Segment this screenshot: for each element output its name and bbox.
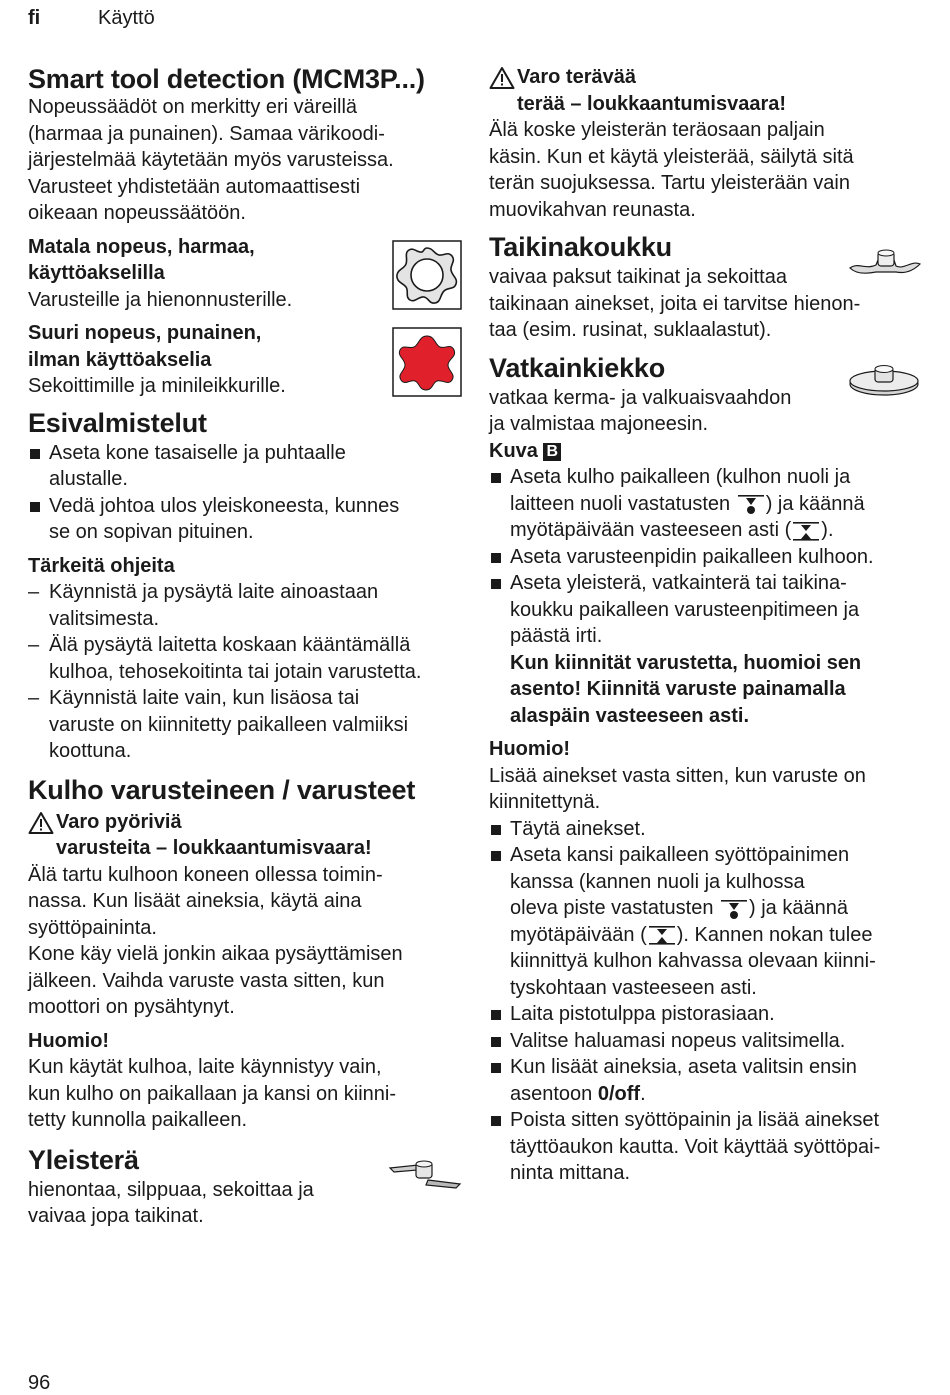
text-line: Poista sitten syöttöpainin ja lisää ainekset	[510, 1109, 880, 1131]
text-line: (harmaa ja punainen). Samaa värikoodi-	[28, 122, 385, 145]
text-line: Laita pistotulppa pistorasiaan.	[510, 1003, 775, 1025]
list-item	[28, 493, 464, 546]
bullet-icon	[30, 449, 40, 459]
dough-hook-heading: Taikinakoukku	[489, 232, 672, 262]
text-line: hienontaa, silppuaa, sekoittaa ja	[28, 1178, 314, 1201]
red-gear-icon	[392, 327, 462, 402]
text-line: myötäpäivään ( ). Kannen nokan tulee	[510, 923, 873, 946]
figure-reference	[489, 438, 923, 465]
text-line: moottori on pysähtynyt.	[28, 996, 235, 1018]
page-header	[28, 7, 155, 30]
text-line: terää – loukkaantumisvaara!	[517, 92, 787, 115]
text-line: järjestelmää käytetään myös varusteissa.	[28, 149, 394, 171]
text-line: terän suojuksessa. Tartu yleisterään vain	[489, 172, 850, 194]
text-line: päästä irti.	[510, 625, 603, 647]
text-line: Nopeussäädöt on merkitty eri väreillä	[28, 96, 358, 118]
text-line: Aseta kone tasaiselle ja puhtaalle	[49, 441, 346, 464]
bullet-icon	[491, 553, 501, 563]
note-text	[28, 1054, 464, 1134]
right-column	[489, 62, 923, 1187]
text-line: vaivaa jopa taikinat.	[28, 1205, 204, 1227]
text-line: alustalle.	[49, 468, 128, 490]
dough-hook-image	[848, 248, 922, 283]
text-line: valitsimesta.	[49, 607, 160, 630]
note-heading: Huomio!	[28, 1029, 110, 1052]
bullet-icon	[491, 1037, 501, 1047]
bullet-icon	[491, 825, 501, 835]
list-item	[489, 570, 923, 729]
text-line: asento! Kiinnitä varuste painamalla	[510, 678, 846, 700]
preparation-heading: Esivalmistelut	[28, 407, 207, 438]
align-arrow-icon	[736, 493, 766, 515]
bowl-heading: Kulho varusteineen / varusteet	[28, 774, 416, 805]
text-line: jälkeen. Vaihda varuste vasta sitten, kun	[28, 969, 385, 992]
text-line: varusteita – loukkaantumisvaara!	[56, 837, 372, 859]
text-line: Kun kiinnität varustetta, huomioi sen	[510, 651, 862, 674]
list-item	[489, 1028, 923, 1055]
list-item	[489, 1107, 923, 1187]
list-item	[489, 1054, 923, 1107]
text-line: myötäpäivään vasteeseen asti ( ).	[510, 519, 834, 541]
universal-blade-image	[388, 1158, 462, 1199]
list-item	[28, 685, 464, 765]
text-line: Matala nopeus, harmaa,	[28, 235, 255, 258]
text-line: alaspäin vasteeseen asti.	[510, 704, 750, 727]
important-heading: Tärkeitä ohjeita	[28, 554, 175, 577]
text-line: Käynnistä laite vain, kun lisäosa tai	[49, 687, 360, 709]
text-line: ninta mittana.	[510, 1162, 631, 1184]
text-line: Vedä johtoa ulos yleiskoneesta, kunnes	[49, 494, 400, 517]
smart-tool-heading: Smart tool detection (MCM3P...)	[28, 64, 425, 94]
text-line: taa (esim. rusinat, suklaalastut).	[489, 319, 772, 341]
rotating-warning	[28, 809, 464, 862]
text-line: ilman käyttöakselia	[28, 348, 212, 371]
note-heading: Huomio!	[489, 738, 571, 760]
bowl-paragraph	[28, 862, 464, 1021]
text-line: Älä pysäytä laitetta koskaan kääntämällä	[49, 634, 411, 656]
text-line: Älä tartu kulhoon koneen ollessa toimin-	[28, 863, 383, 886]
list-item	[489, 816, 923, 843]
list-item	[489, 464, 923, 544]
dash-icon: –	[28, 581, 40, 603]
bullet-icon	[491, 1010, 501, 1020]
figure-label: Kuva	[489, 439, 538, 462]
text-line: Suuri nopeus, punainen,	[28, 322, 262, 344]
text-line: Aseta varusteenpidin paikalleen kulhoon.	[510, 545, 874, 568]
section-title: Käyttö	[98, 7, 155, 29]
text-line: vaivaa paksut taikinat ja sekoittaa	[489, 266, 787, 288]
whisk-disc-heading: Vatkainkiekko	[489, 352, 666, 383]
text-line: vatkaa kerma- ja valkuaisvaahdon	[489, 386, 792, 409]
text-line: muovikahvan reunasta.	[489, 198, 696, 221]
text-line: koukku paikalleen varusteenpitimeen ja	[510, 598, 860, 621]
text-line: kun kulho on paikallaan ja kansi on kiinni-	[28, 1082, 397, 1105]
dash-icon: –	[28, 687, 40, 709]
list-item	[28, 632, 464, 685]
language-code: fi	[28, 7, 41, 29]
whisk-disc-image	[848, 360, 920, 405]
text-line: asentoon 0/off.	[510, 1082, 646, 1105]
left-column	[28, 62, 464, 1230]
bullet-icon	[491, 1116, 501, 1126]
lock-arrow-icon	[791, 520, 821, 542]
list-item	[489, 544, 923, 571]
text-line: Aseta yleisterä, vatkainterä tai taikina-	[510, 572, 847, 594]
text-line: käsin. Kun et käytä yleisterää, säilytä sitä	[489, 145, 854, 168]
text-line: Varo terävää	[517, 66, 636, 88]
text-line: Kun käytät kulhoa, laite käynnistyy vain,	[28, 1056, 382, 1078]
text-line: Lisää ainekset vasta sitten, kun varuste on	[489, 764, 866, 787]
text-line: nassa. Kun lisäät aineksia, käytä aina	[28, 890, 362, 912]
text-line: Kun lisäät aineksia, aseta valitsin ensin	[510, 1056, 857, 1078]
figure-letter-box: B	[543, 443, 561, 461]
text-line: Varo pyöriviä	[56, 810, 182, 833]
text-line: oikeaan nopeussäätöön.	[28, 202, 246, 224]
text-line: kanssa (kannen nuoli ja kulhossa	[510, 870, 805, 893]
list-item	[489, 842, 923, 1001]
text-line: varuste on kiinnitetty paikalleen valmiiksi	[49, 713, 409, 736]
text-line: täyttöaukon kautta. Voit käyttää syöttöpai-	[510, 1135, 881, 1158]
bullet-icon	[491, 1063, 501, 1073]
text-line: Älä koske yleisterän teräosaan paljain	[489, 119, 825, 141]
bullet-icon	[491, 473, 501, 483]
text-line: Kone käy vielä jonkin aikaa pysäyttämisen	[28, 943, 403, 965]
text-line: Aseta kulho paikalleen (kulhon nuoli ja	[510, 466, 851, 488]
lock-arrow-icon	[647, 924, 677, 946]
low-speed-text: Varusteille ja hienonnusterille.	[28, 288, 293, 311]
blade-heading: Yleisterä	[28, 1144, 139, 1175]
text-line: ja valmistaa majoneesin.	[489, 413, 708, 435]
sharp-text	[489, 117, 923, 223]
bullet-icon	[30, 502, 40, 512]
text-line: käyttöakselilla	[28, 262, 165, 284]
text-line: tyskohtaan vasteeseen asti.	[510, 976, 757, 999]
bullet-icon	[491, 579, 501, 589]
text-line: Valitse haluamasi nopeus valitsimella.	[510, 1029, 846, 1052]
grey-gear-icon	[392, 240, 462, 315]
page-number: 96	[28, 1372, 51, 1394]
list-item	[489, 1001, 923, 1028]
text-line: tetty kunnolla paikalleen.	[28, 1109, 248, 1131]
smart-tool-intro	[28, 94, 464, 227]
text-line: kiinnitettynä.	[489, 791, 601, 813]
list-item	[28, 440, 464, 493]
text-line: syöttöpaininta.	[28, 916, 157, 939]
warning-icon	[28, 809, 56, 862]
warning-icon	[489, 64, 517, 117]
high-speed-text: Sekoittimille ja minileikkurille.	[28, 375, 286, 397]
text-line: taikinaan ainekset, joita ei tarvitse hienon-	[489, 292, 861, 315]
text-line: oleva piste vastatusten ) ja käännä	[510, 897, 848, 919]
text-line: Täytä ainekset.	[510, 817, 646, 840]
text-line: koottuna.	[49, 740, 132, 762]
sharp-warning	[489, 64, 923, 117]
text-line: se on sopivan pituinen.	[49, 521, 254, 543]
note-text	[489, 763, 923, 816]
text-line: Käynnistä ja pysäytä laite ainoastaan	[49, 581, 379, 603]
text-line: kulhoa, tehosekoitinta tai jotain varustetta.	[49, 660, 422, 683]
align-arrow-icon	[719, 898, 749, 920]
dash-icon: –	[28, 634, 40, 656]
text-line: Varusteet yhdistetään automaattisesti	[28, 175, 361, 198]
text-line: laitteen nuoli vastatusten ) ja käännä	[510, 492, 865, 515]
text-line: Aseta kansi paikalleen syöttöpainimen	[510, 844, 850, 866]
off-position-label: 0/off	[597, 1082, 641, 1105]
text-line: kiinnittyä kulhon kahvassa olevaan kiinni-	[510, 950, 876, 972]
list-item	[28, 579, 464, 632]
bullet-icon	[491, 851, 501, 861]
